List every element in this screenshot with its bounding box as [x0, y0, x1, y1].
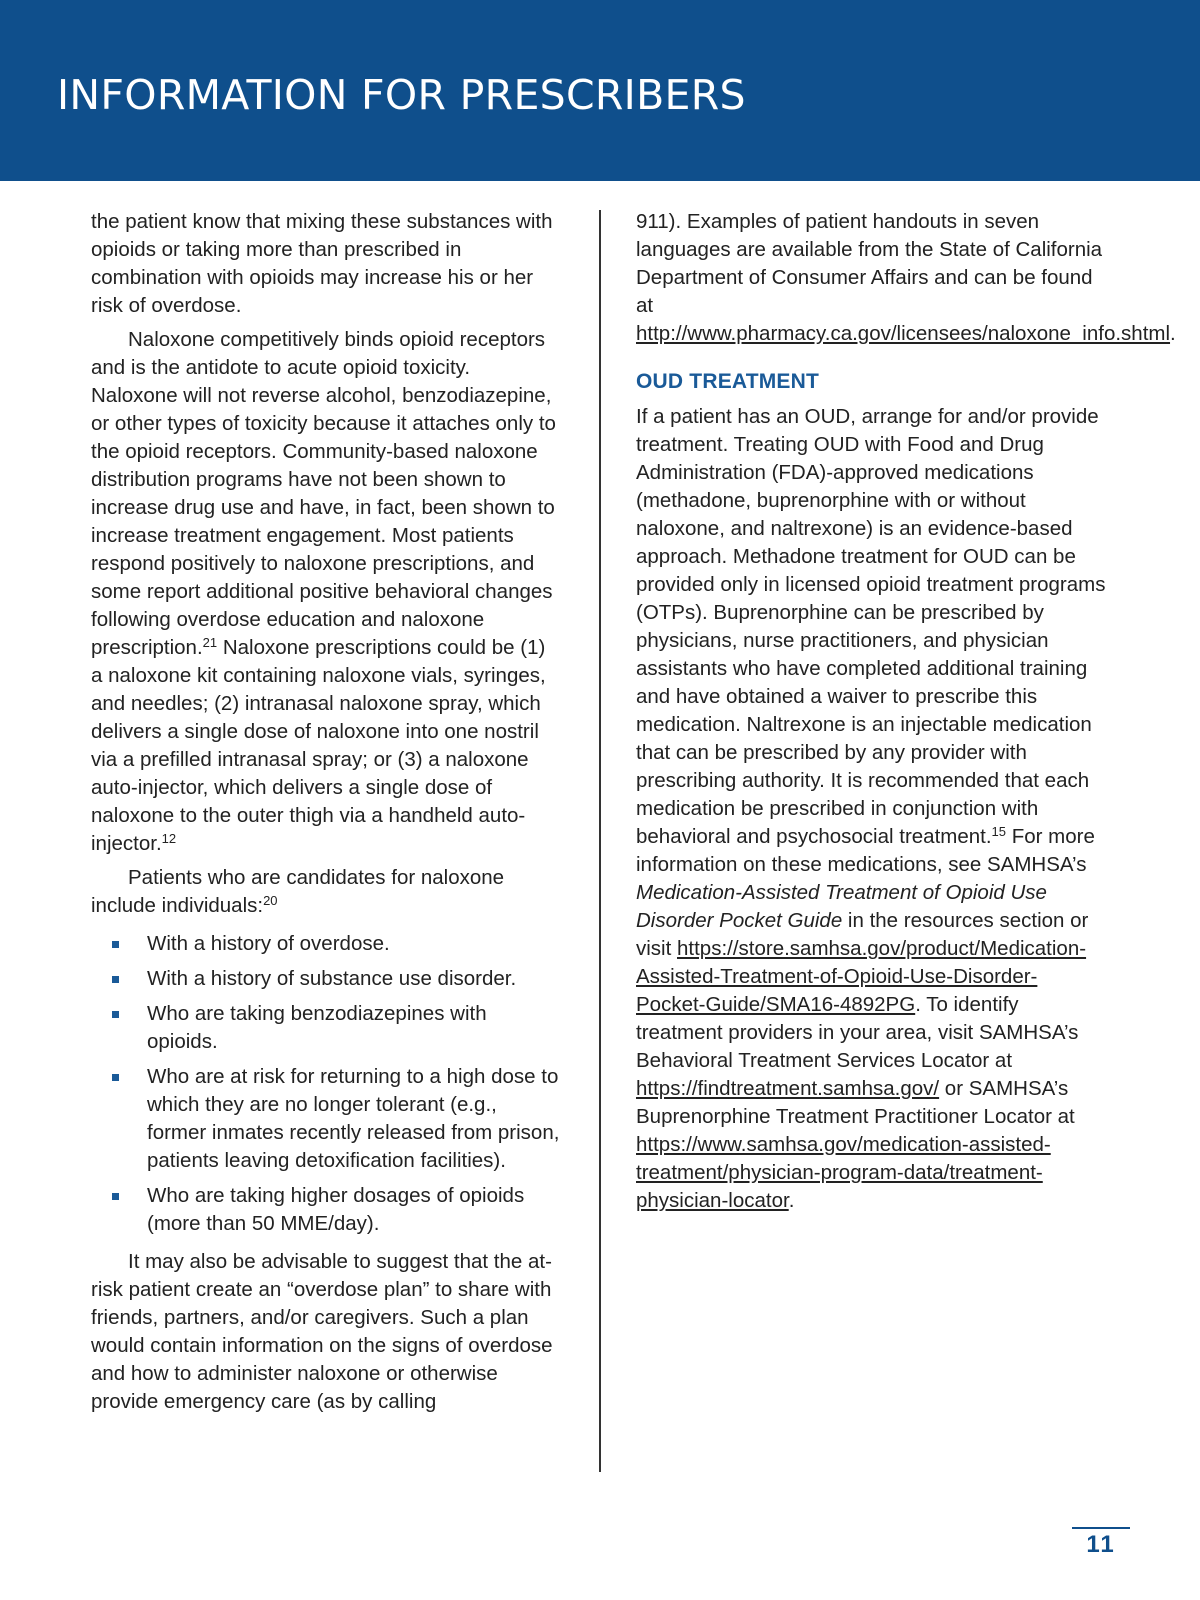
- candidates-text: Patients who are candidates for naloxone include individuals:: [91, 866, 505, 917]
- page-number-rule: [1072, 1527, 1130, 1529]
- oud-text-a: If a patient has an OUD, arrange for and/or provide treatment. Treating OUD with Food and Drug Administration (FDA)-approved medications (methadone, buprenorphine with or without naloxone, and naltrexone) is an evidence-based approach. Methadone treatment for OUD can be provided only in licensed opioid treatment programs (OTPs). Buprenorphine can be prescribed by physicians, nurse practitioners, and physician assistants who have completed additional training and have obtained a waiver to prescribe this medication. Naltrexone is an injectable medication that can be prescribed by any provider with prescribing authority. It is recommended that each medication be prescribed in conjunction with behavioral and psychosocial treatment.: [636, 405, 1106, 848]
- findtreatment-link[interactable]: https://findtreatment.samhsa.gov/: [636, 1077, 940, 1100]
- right-column: [636, 208, 1176, 1221]
- oud-text-d: . To identify treatment providers in your area, visit SAMHSA’s Behavioral Treatment Services Locator at: [636, 993, 1079, 1072]
- physician-locator-link[interactable]: https://www.samhsa.gov/medication-assisted-treatment/physician-program-data/treatment-physician-locator: [636, 1133, 1051, 1212]
- list-item: [91, 930, 561, 958]
- left-column: [91, 208, 561, 1422]
- handouts-end: .: [1170, 322, 1176, 345]
- list-item-text: With a history of substance use disorder.: [147, 967, 517, 990]
- page-title: INFORMATION FOR PRESCRIBERS: [57, 71, 746, 119]
- left-paragraph-overdose-plan: It may also be advisable to suggest that the at-risk patient create an “overdose plan” to share with friends, partners, and/or caregivers. Such a plan would contain information on the signs of overdose and how to administer naloxone or otherwise provide emergency care (as by calling: [91, 1250, 553, 1413]
- candidate-list: [91, 930, 561, 1238]
- page-number: 11: [1086, 1531, 1116, 1558]
- oud-text-e: or SAMHSA’s Buprenorphine Treatment Practitioner Locator at: [636, 1077, 1075, 1128]
- list-item: [91, 1063, 561, 1175]
- handouts-text: 911). Examples of patient handouts in seven languages are available from the State of California Department of Consumer Affairs and can be found at: [636, 210, 1103, 317]
- page-header-banner: [0, 0, 1200, 181]
- right-paragraph-oud: [636, 403, 1106, 1215]
- footnote-ref-15: 15: [991, 824, 1007, 839]
- naloxone-text-b: Naloxone prescriptions could be (1) a naloxone kit containing naloxone vials, syringes, and needles; (2) intranasal naloxone spray, which delivers a single dose of naloxone into one nostril via a prefilled intranasal spray; or (3) a naloxone auto-injector, which delivers a single dose of naloxone to the outer thigh via a handheld auto-injector.: [91, 636, 546, 855]
- square-bullet-icon: [112, 976, 119, 983]
- square-bullet-icon: [112, 941, 119, 948]
- list-item-text: Who are at risk for returning to a high dose to which they are no longer tolerant (e.g., former inmates recently released from prison, patients leaving detoxification facilities).: [147, 1065, 560, 1172]
- square-bullet-icon: [112, 1193, 119, 1200]
- left-paragraph-candidates: [91, 864, 561, 920]
- column-divider: [599, 210, 601, 1472]
- square-bullet-icon: [112, 1011, 119, 1018]
- list-item-text: Who are taking higher dosages of opioids (more than 50 MME/day).: [147, 1184, 525, 1235]
- samhsa-store-link[interactable]: https://store.samhsa.gov/product/Medication-Assisted-Treatment-of-Opioid-Use-Disorder-Pocket-Guide/SMA16-4892PG: [636, 937, 1087, 1016]
- pocket-guide-title: Medication-Assisted Treatment of Opioid Use Disorder Pocket Guide: [636, 881, 1047, 932]
- footnote-ref-12: 12: [161, 831, 177, 846]
- list-item-text: With a history of overdose.: [147, 932, 390, 955]
- footnote-ref-21: 21: [202, 635, 218, 650]
- oud-text-c: in the resources section or visit: [636, 909, 1089, 960]
- list-item: [91, 1182, 561, 1238]
- square-bullet-icon: [112, 1074, 119, 1081]
- left-paragraph-1: the patient know that mixing these substances with opioids or taking more than prescribed in combination with opioids may increase his or her risk of overdose.: [91, 210, 553, 317]
- naloxone-text-a: Naloxone competitively binds opioid receptors and is the antidote to acute opioid toxicity. Naloxone will not reverse alcohol, benzodiazepine, or other types of toxicity because it attaches only to the opioid receptors. Community-based naloxone distribution programs have not been shown to increase drug use and have, in fact, been shown to increase treatment engagement. Most patients respond positively to naloxone prescriptions, and some report additional positive behavioral changes following overdose education and naloxone prescription.: [91, 328, 556, 659]
- oud-text-b: For more information on these medications, see SAMHSA’s: [636, 825, 1095, 876]
- naloxone-info-link[interactable]: http://www.pharmacy.ca.gov/licensees/naloxone_info.shtml: [636, 322, 1171, 345]
- list-item: [91, 1000, 561, 1056]
- list-item: [91, 965, 561, 993]
- list-item-text: Who are taking benzodiazepines with opioids.: [147, 1002, 487, 1053]
- right-paragraph-handouts: [636, 208, 1176, 348]
- section-heading-oud-treatment: OUD TREATMENT: [636, 370, 820, 393]
- oud-text-f: .: [788, 1189, 795, 1212]
- footnote-ref-20: 20: [263, 893, 278, 908]
- left-paragraph-naloxone: [91, 326, 561, 858]
